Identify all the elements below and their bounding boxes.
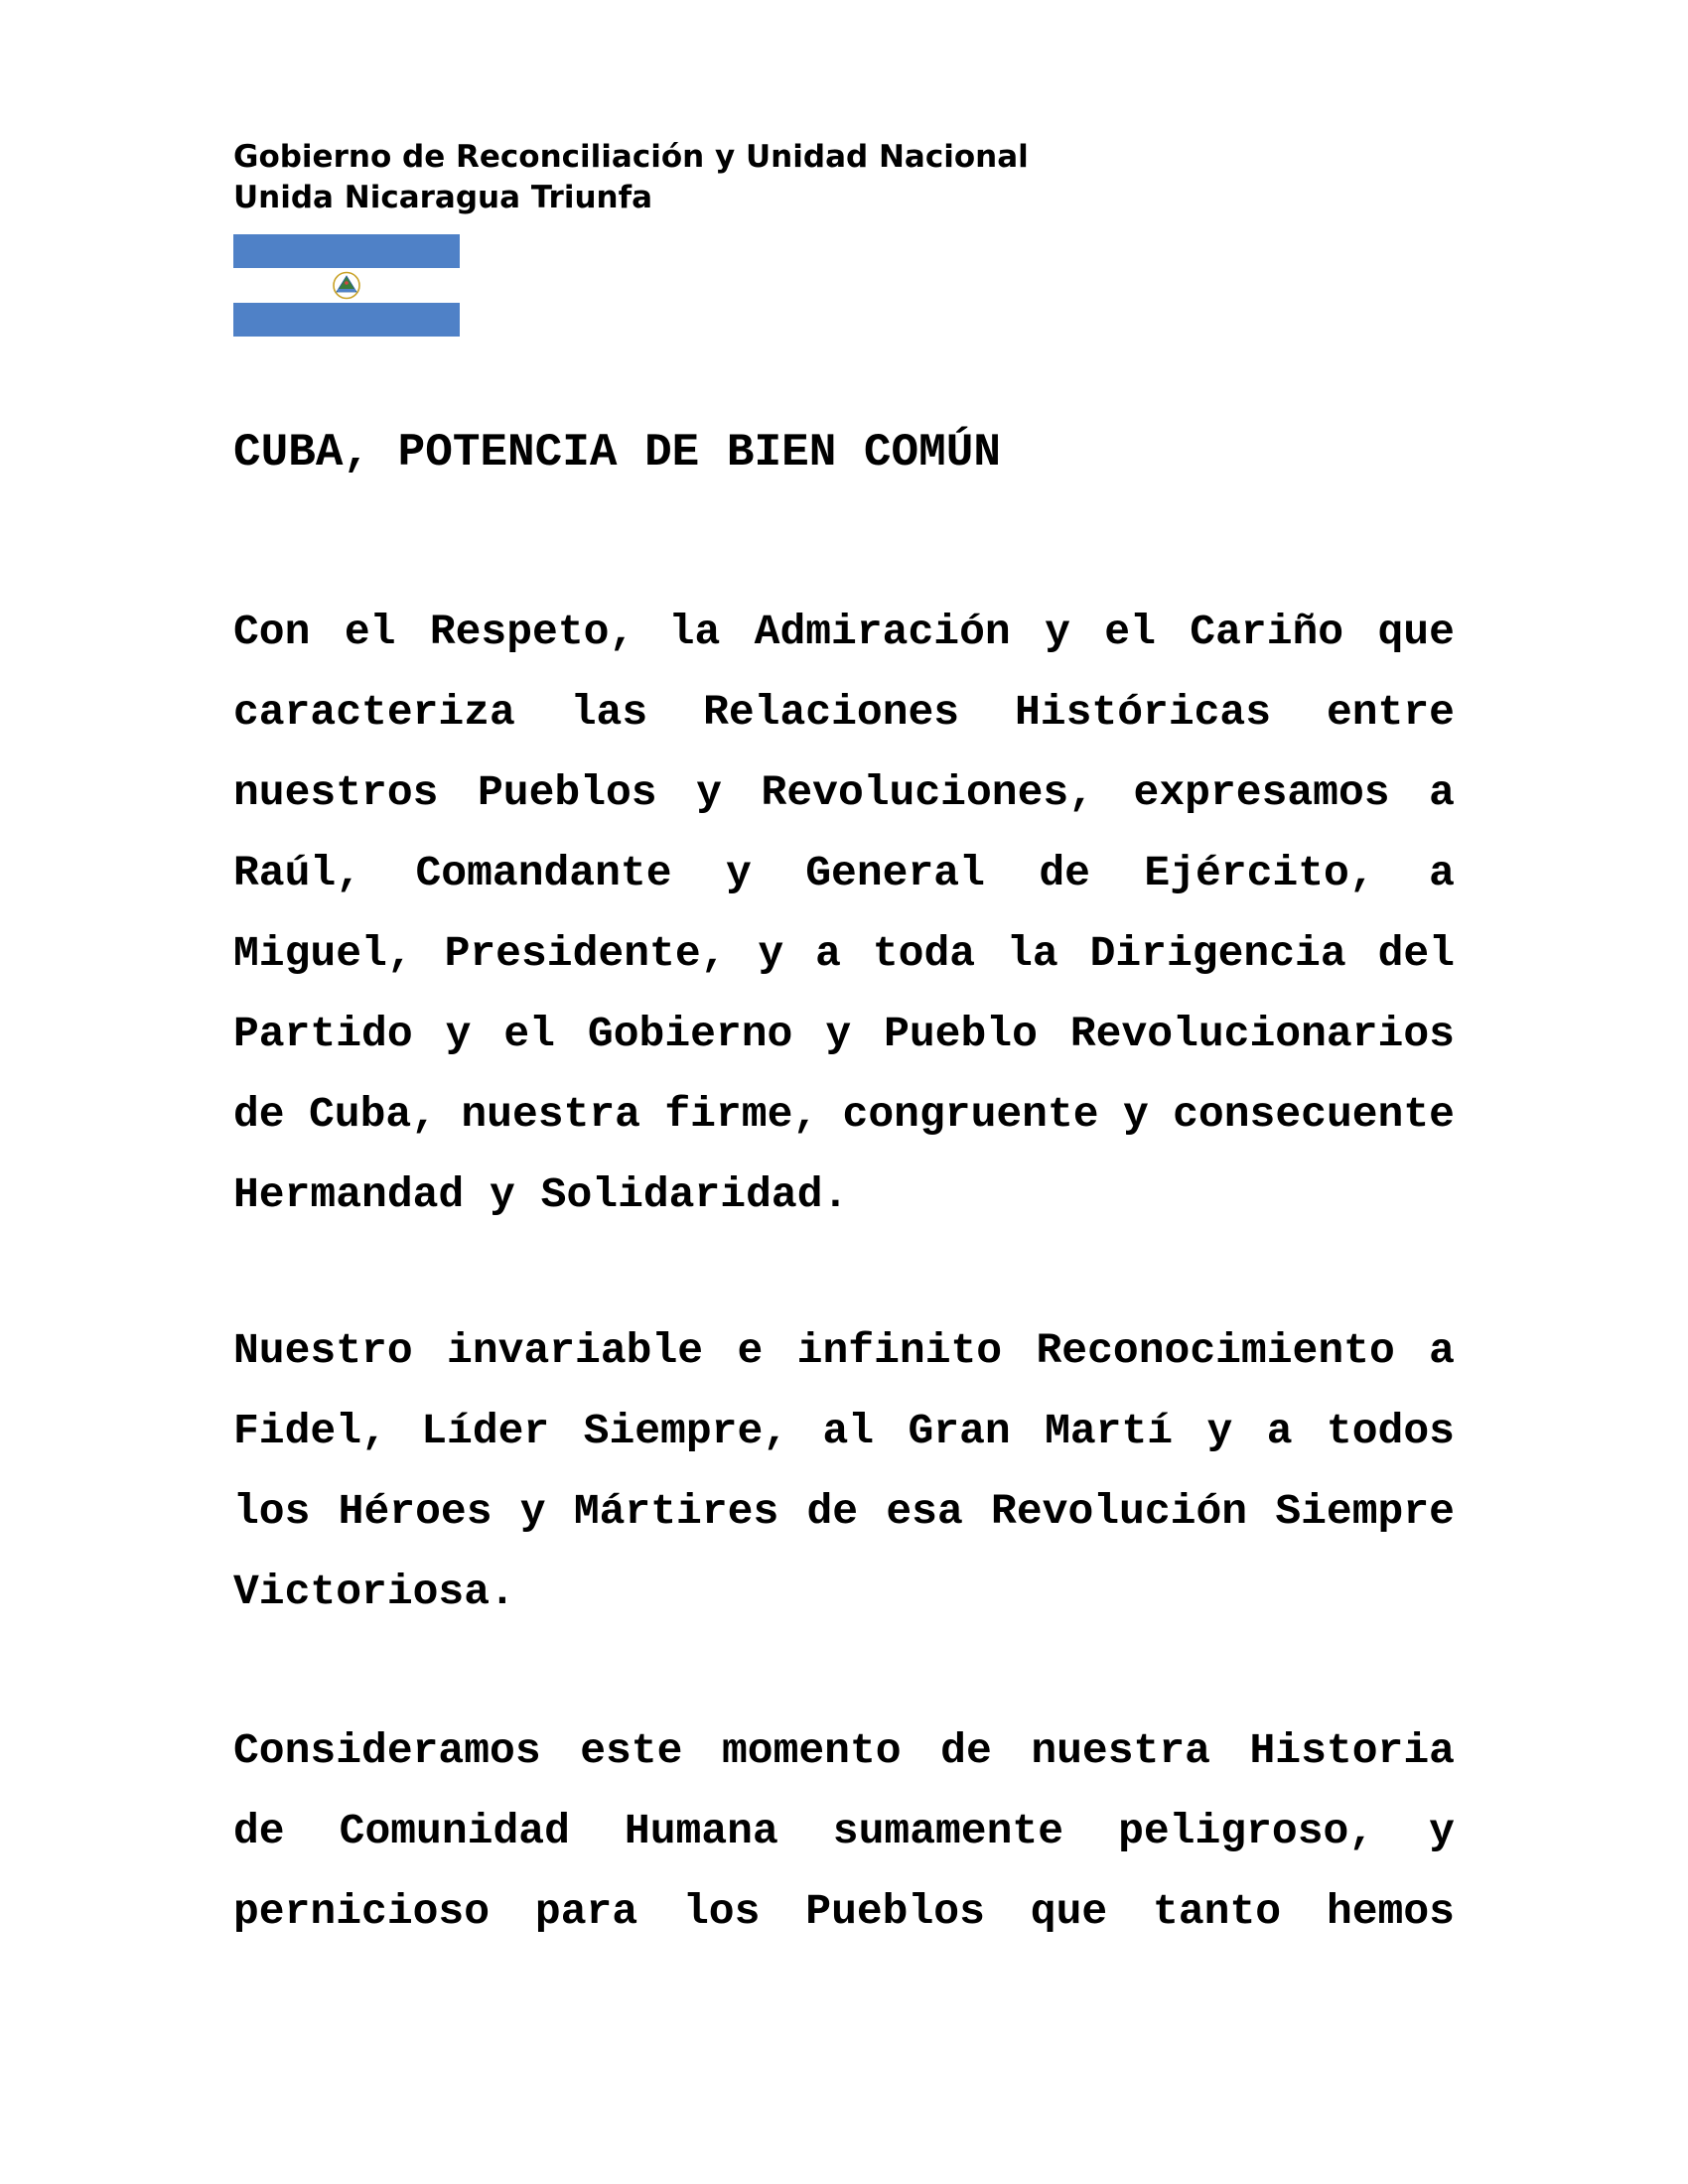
- word: Martí: [1045, 1407, 1174, 1455]
- word: Gran: [908, 1407, 1011, 1455]
- word: expresamos: [1133, 768, 1390, 817]
- word: e: [737, 1326, 764, 1375]
- word: y: [1122, 1090, 1149, 1139]
- letterhead-government: Gobierno de Reconciliación y Unidad Nacional: [233, 139, 1029, 175]
- word: nuestra: [461, 1090, 640, 1139]
- word: a: [1429, 1326, 1455, 1375]
- word: a: [1429, 768, 1455, 817]
- paragraph-3: [233, 1710, 1455, 1952]
- paragraph-line: [233, 1471, 1455, 1552]
- word: para: [534, 1887, 638, 1936]
- word: Mártires: [573, 1487, 779, 1536]
- word: nuestros: [233, 768, 439, 817]
- word: el: [344, 608, 396, 656]
- word: Líder: [421, 1407, 550, 1455]
- word: de: [233, 1807, 285, 1855]
- word: Relaciones: [703, 688, 960, 737]
- word: y: [1206, 1407, 1233, 1455]
- word: momento: [721, 1726, 902, 1775]
- paragraph-1: [233, 592, 1455, 1235]
- paragraph-line: Hermandad y Solidaridad.: [233, 1170, 849, 1219]
- word: Admiración: [754, 608, 1011, 656]
- word: Humana: [624, 1807, 778, 1855]
- word: a: [1266, 1407, 1293, 1455]
- word: caracteriza: [233, 688, 515, 737]
- word: los: [682, 1887, 761, 1936]
- word: todos: [1326, 1407, 1455, 1455]
- word: Gobierno: [587, 1010, 793, 1058]
- paragraph-line: [233, 1791, 1455, 1871]
- word: Miguel,: [233, 929, 413, 978]
- word: Comunidad: [339, 1807, 570, 1855]
- word: infinito: [796, 1326, 1003, 1375]
- word: y: [758, 929, 784, 978]
- word: y: [445, 1010, 472, 1058]
- paragraph-line: [233, 752, 1455, 833]
- word: de: [940, 1726, 992, 1775]
- word: Siempre: [1275, 1487, 1455, 1536]
- paragraph-line: Victoriosa.: [233, 1568, 515, 1616]
- word: Raúl,: [233, 849, 362, 897]
- word: los: [233, 1487, 311, 1536]
- word: a: [1429, 849, 1455, 897]
- word: y: [725, 849, 752, 897]
- word: y: [1045, 608, 1070, 656]
- word: de: [233, 1090, 285, 1139]
- word: la: [1007, 929, 1058, 978]
- word: Ejército,: [1144, 849, 1375, 897]
- word: tanto: [1153, 1887, 1282, 1936]
- word: entre: [1326, 688, 1455, 737]
- word: al: [822, 1407, 875, 1455]
- word: Consideramos: [233, 1726, 541, 1775]
- word: Con: [233, 608, 311, 656]
- word: invariable: [447, 1326, 704, 1375]
- paragraph-line: [233, 1871, 1455, 1952]
- word: de: [806, 1487, 859, 1536]
- paragraph-line: [233, 592, 1455, 672]
- word: peligroso,: [1118, 1807, 1375, 1855]
- word: Cariño: [1190, 608, 1344, 656]
- word: congruente: [842, 1090, 1099, 1139]
- document-title: CUBA, POTENCIA DE BIEN COMÚN: [233, 427, 1001, 478]
- word: el: [1104, 608, 1156, 656]
- word: Historia: [1249, 1726, 1455, 1775]
- word: Siempre,: [583, 1407, 789, 1455]
- word: que: [1377, 608, 1455, 656]
- letterhead: [233, 137, 1029, 218]
- word: Reconocimiento: [1036, 1326, 1395, 1375]
- word: Revolución: [991, 1487, 1248, 1536]
- word: Partido: [233, 1010, 413, 1058]
- word: Nuestro: [233, 1326, 413, 1375]
- word: consecuente: [1173, 1090, 1455, 1139]
- nicaragua-flag-icon: [233, 234, 460, 337]
- word: esa: [886, 1487, 963, 1536]
- word: General: [805, 849, 985, 897]
- word: Pueblos: [805, 1887, 985, 1936]
- word: de: [1039, 849, 1090, 897]
- word: firme,: [664, 1090, 819, 1139]
- letterhead-slogan: Unida Nicaragua Triunfa: [233, 180, 653, 215]
- word: la: [668, 608, 721, 656]
- word: las: [570, 688, 648, 737]
- paragraph-line: [233, 994, 1455, 1074]
- word: Dirigencia: [1089, 929, 1346, 978]
- word: Comandante: [415, 849, 672, 897]
- paragraph-line: [233, 913, 1455, 994]
- word: sumamente: [832, 1807, 1064, 1855]
- paragraph-line: [233, 672, 1455, 752]
- paragraph-line: [233, 1074, 1455, 1155]
- paragraph-line: [233, 1710, 1455, 1791]
- paragraph-line: [233, 1391, 1455, 1471]
- word: Revolucionarios: [1069, 1010, 1455, 1058]
- word: y: [1429, 1807, 1455, 1855]
- word: pernicioso: [233, 1887, 491, 1936]
- word: Fidel,: [233, 1407, 387, 1455]
- word: toda: [872, 929, 976, 978]
- word: a: [815, 929, 841, 978]
- word: y: [825, 1010, 852, 1058]
- word: hemos: [1326, 1887, 1455, 1936]
- word: Héroes: [338, 1487, 492, 1536]
- word: Revoluciones,: [761, 768, 1094, 817]
- word: Presidente,: [444, 929, 727, 978]
- paragraph-line: [233, 833, 1455, 913]
- word: y: [696, 768, 722, 817]
- word: Pueblo: [884, 1010, 1038, 1058]
- word: Cuba,: [308, 1090, 437, 1139]
- word: Pueblos: [477, 768, 657, 817]
- word: que: [1030, 1887, 1108, 1936]
- word: el: [503, 1010, 555, 1058]
- paragraph-line: [233, 1310, 1455, 1391]
- word: Respeto,: [429, 608, 635, 656]
- word: nuestra: [1031, 1726, 1210, 1775]
- word: este: [580, 1726, 683, 1775]
- word: Históricas: [1015, 688, 1272, 737]
- paragraph-2: [233, 1310, 1455, 1632]
- word: del: [1377, 929, 1455, 978]
- word: y: [519, 1487, 546, 1536]
